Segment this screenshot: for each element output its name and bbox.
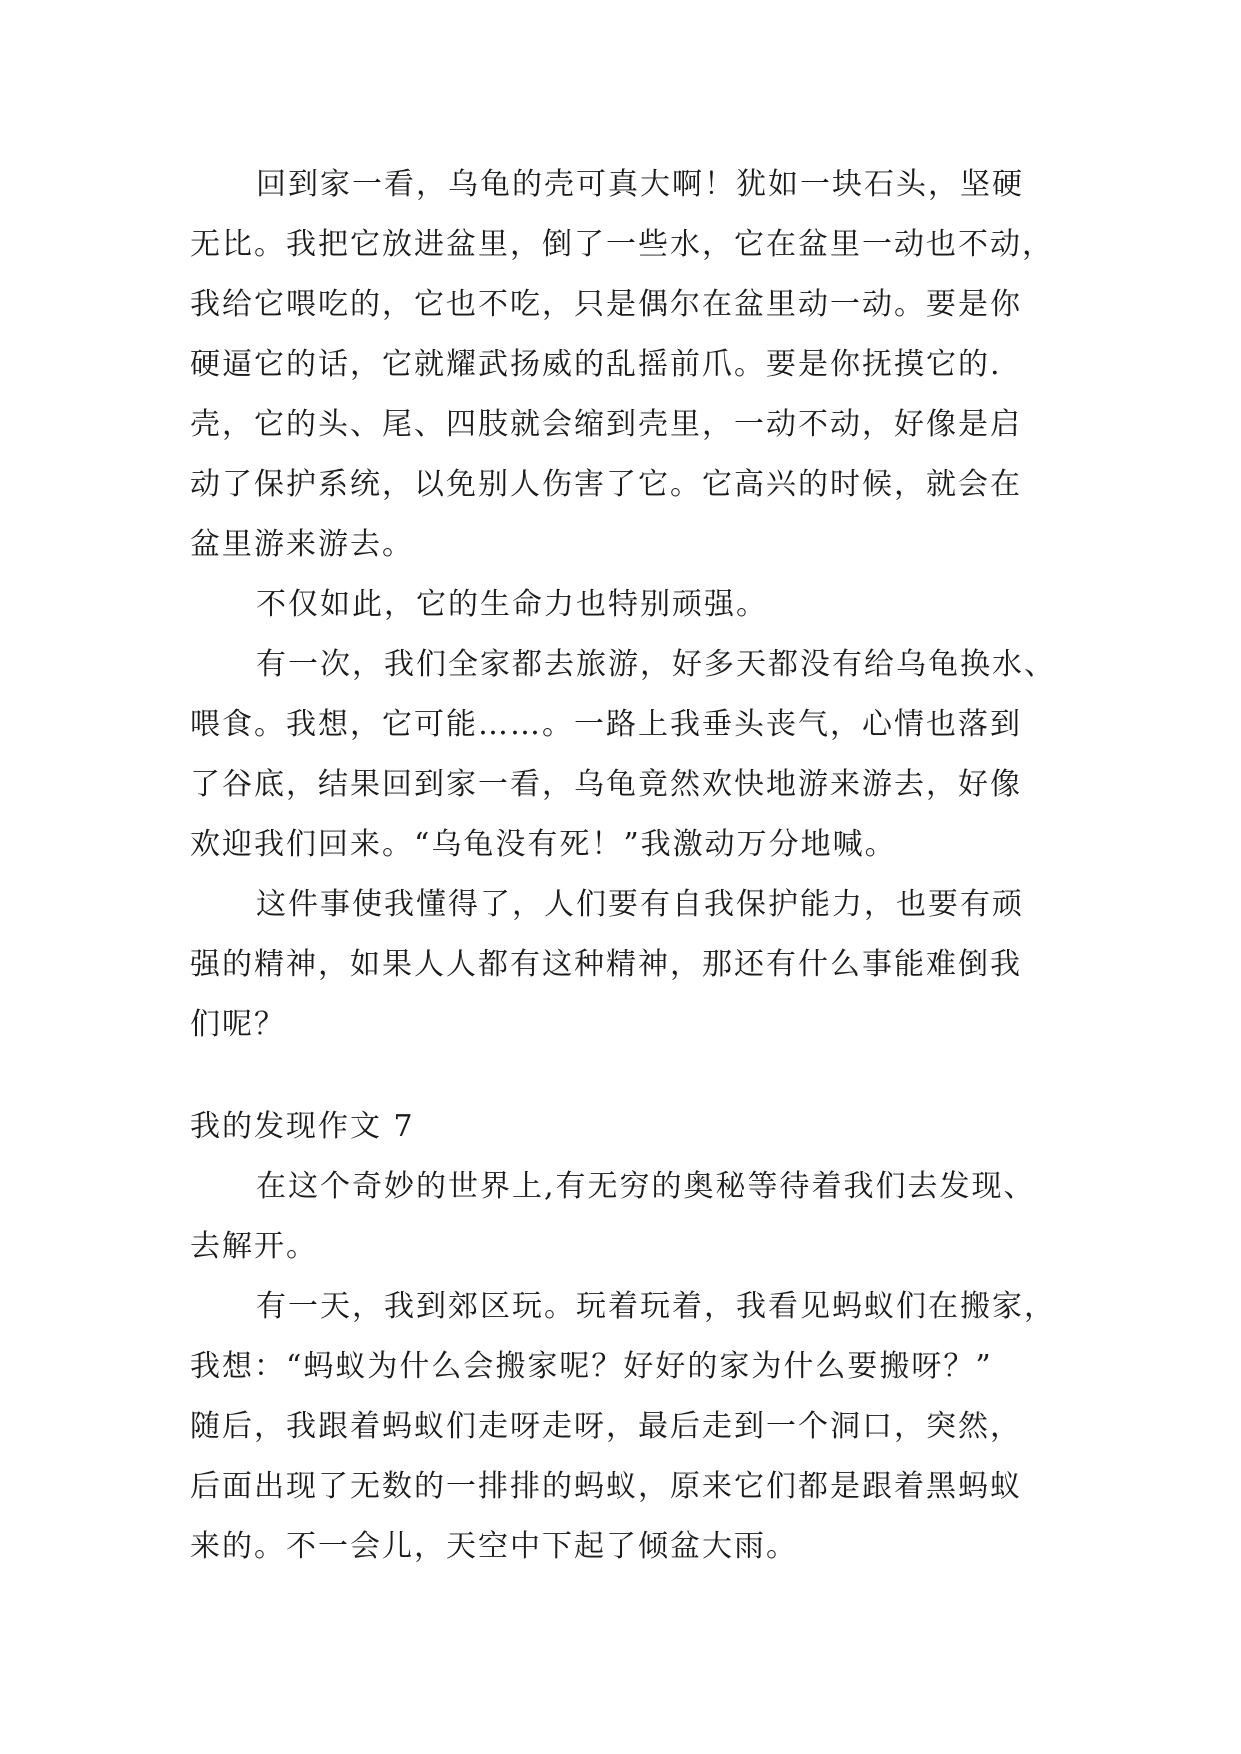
text-line: 无比。我把它放进盆里，倒了一些水，它在盆里一动也不动， (190, 227, 1054, 262)
text-line: 在这个奇妙的世界上,有无穷的奥秘等待着我们去发现、 (256, 1169, 1036, 1204)
text-line: 随后，我跟着蚂蚁们走呀走呀，最后走到一个洞口，突然， (190, 1409, 1022, 1444)
essay-previous-body (190, 155, 1060, 1055)
text-line: 动了保护系统，以免别人伤害了它。它高兴的时候，就会在 (190, 467, 1022, 502)
text-line: 壳，它的头、尾、四肢就会缩到壳里，一动不动，好像是启 (190, 407, 1022, 442)
text-line: 们呢？ (190, 1007, 286, 1042)
text-line: 喂食。我想，它可能……。一路上我垂头丧气，心情也落到 (190, 707, 1022, 742)
text-line: 我想：“蚂蚁为什么会搬家呢？好好的家为什么要搬呀？” (190, 1349, 993, 1384)
text-line: 这件事使我懂得了，人们要有自我保护能力，也要有顽 (256, 887, 1024, 922)
text-line: 盆里游来游去。 (190, 527, 414, 562)
text-line: 欢迎我们回来。“乌龟没有死！”我激动万分地喊。 (190, 827, 897, 862)
text-line: 有一天，我到郊区玩。玩着玩着，我看见蚂蚁们在搬家， (256, 1289, 1056, 1324)
text-line: 去解开。 (190, 1229, 318, 1264)
essay-heading: 我的发现作文 7 (190, 1109, 415, 1144)
text-line: 硬逼它的话，它就耀武扬威的乱摇前爪。要是你抚摸它的. (190, 347, 1002, 382)
essay-next-body (190, 1157, 1060, 1577)
text-line: 后面出现了无数的一排排的蚂蚁，原来它们都是跟着黑蚂蚁 (190, 1469, 1022, 1504)
text-line: 强的精神，如果人人都有这种精神，那还有什么事能难倒我 (190, 947, 1022, 982)
text-line: 我给它喂吃的，它也不吃，只是偶尔在盆里动一动。要是你 (190, 287, 1022, 322)
text-line: 有一次，我们全家都去旅游，好多天都没有给乌龟换水、 (256, 647, 1056, 682)
text-line: 来的。不一会儿，天空中下起了倾盆大雨。 (190, 1529, 798, 1564)
text-line: 了谷底，结果回到家一看，乌龟竟然欢快地游来游去，好像 (190, 767, 1022, 802)
text-line: 不仅如此，它的生命力也特别顽强。 (256, 587, 768, 622)
text-line: 回到家一看，乌龟的壳可真大啊！犹如一块石头，坚硬 (256, 167, 1024, 202)
